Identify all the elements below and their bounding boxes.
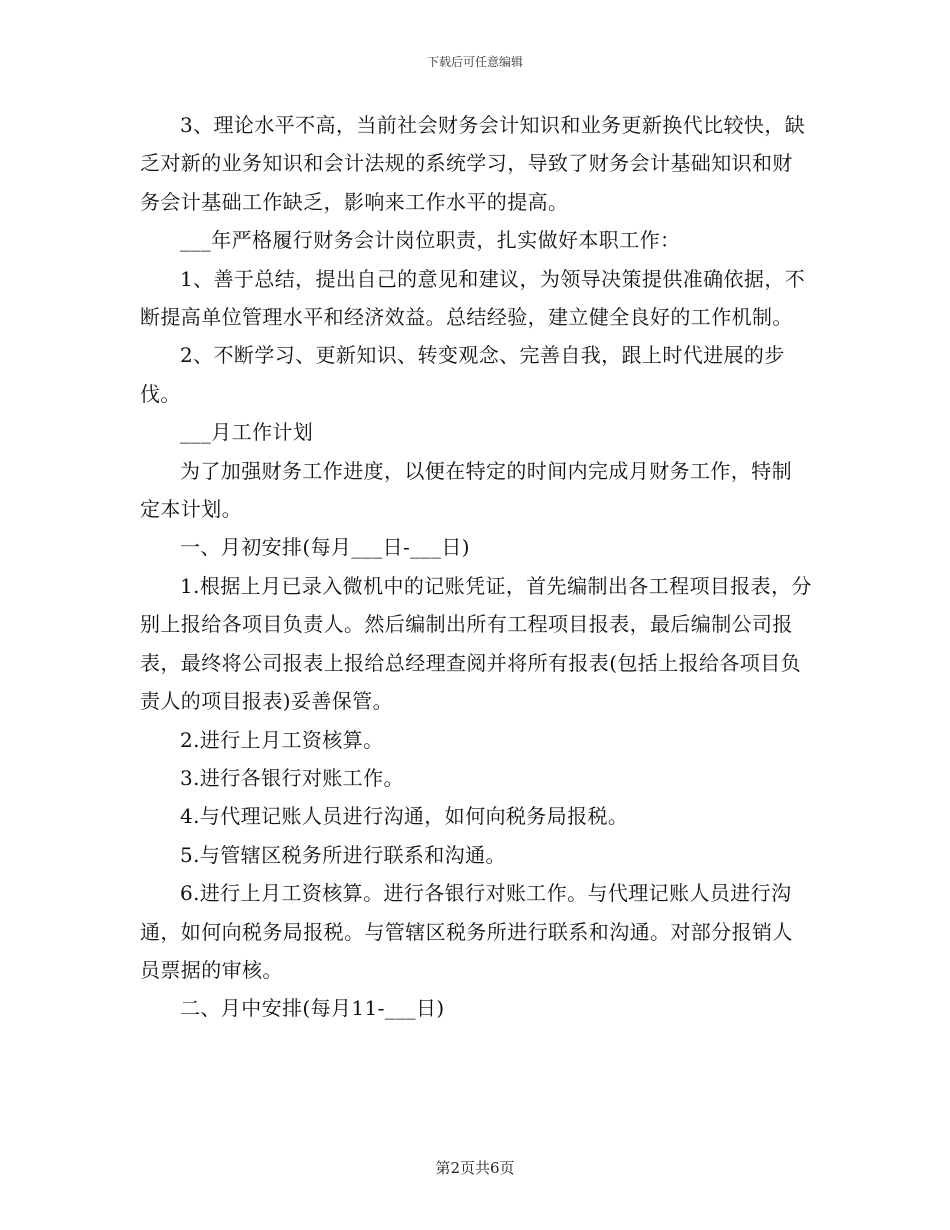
paragraph-summarize: 1、善于总结，提出自己的意见和建议，为领导决策提供准确依据，不断提高单位管理水平和经济效益。总结经验，建立健全良好的工作机制。 <box>140 266 806 330</box>
paragraph-item-4-tax-agent: 4.与代理记账人员进行沟通，如何向税务局报税。 <box>180 804 629 829</box>
document-body <box>140 106 812 1028</box>
paragraph-item-2-payroll: 2.进行上月工资核算。 <box>180 727 384 752</box>
paragraph-item-1-reports: 1.根据上月已录入微机中的记账凭证，首先编制出各工程项目报表，分别上报给各项目负责人。然后编制出所有工程项目报表，最后编制公司报表，最终将公司报表上报给总经理查阅并将所有报表(包括上报给各项目负责人的项目报表)妥善保管。 <box>140 573 812 714</box>
paragraph-theory-level: 3、理论水平不高，当前社会财务会计知识和业务更新换代比较快，缺乏对新的业务知识和会计法规的系统学习，导致了财务会计基础知识和财务会计基础工作缺乏，影响来工作水平的提高。 <box>140 113 806 214</box>
paragraph-item-5-tax-office: 5.与管辖区税务所进行联系和沟通。 <box>180 842 506 867</box>
paragraph-monthly-plan-heading: ___月工作计划 <box>180 420 314 445</box>
paragraph-year-duties: ___年严格履行财务会计岗位职责，扎实做好本职工作： <box>180 228 681 253</box>
page-header-note: 下载后可任意编辑 <box>426 55 523 69</box>
page-number: 第2页共6页 <box>435 1159 515 1177</box>
paragraph-plan-purpose: 为了加强财务工作进度，以便在特定的时间内完成月财务工作，特制定本计划。 <box>140 458 792 522</box>
paragraph-item-6-summary: 6.进行上月工资核算。进行各银行对账工作。与代理记账人员进行沟通，如何向税务局报税。与管辖区税务所进行联系和沟通。对部分报销人员票据的审核。 <box>140 881 793 982</box>
paragraph-item-3-bank-reconcile: 3.进行各银行对账工作。 <box>180 765 404 790</box>
paragraph-early-month-heading: 一、月初安排(每月___日-___日) <box>180 535 470 560</box>
paragraph-mid-month-heading: 二、月中安排(每月11-___日) <box>180 996 445 1021</box>
paragraph-keep-learning: 2、不断学习、更新知识、转变观念、完善自我，跟上时代进展的步伐。 <box>140 343 785 406</box>
